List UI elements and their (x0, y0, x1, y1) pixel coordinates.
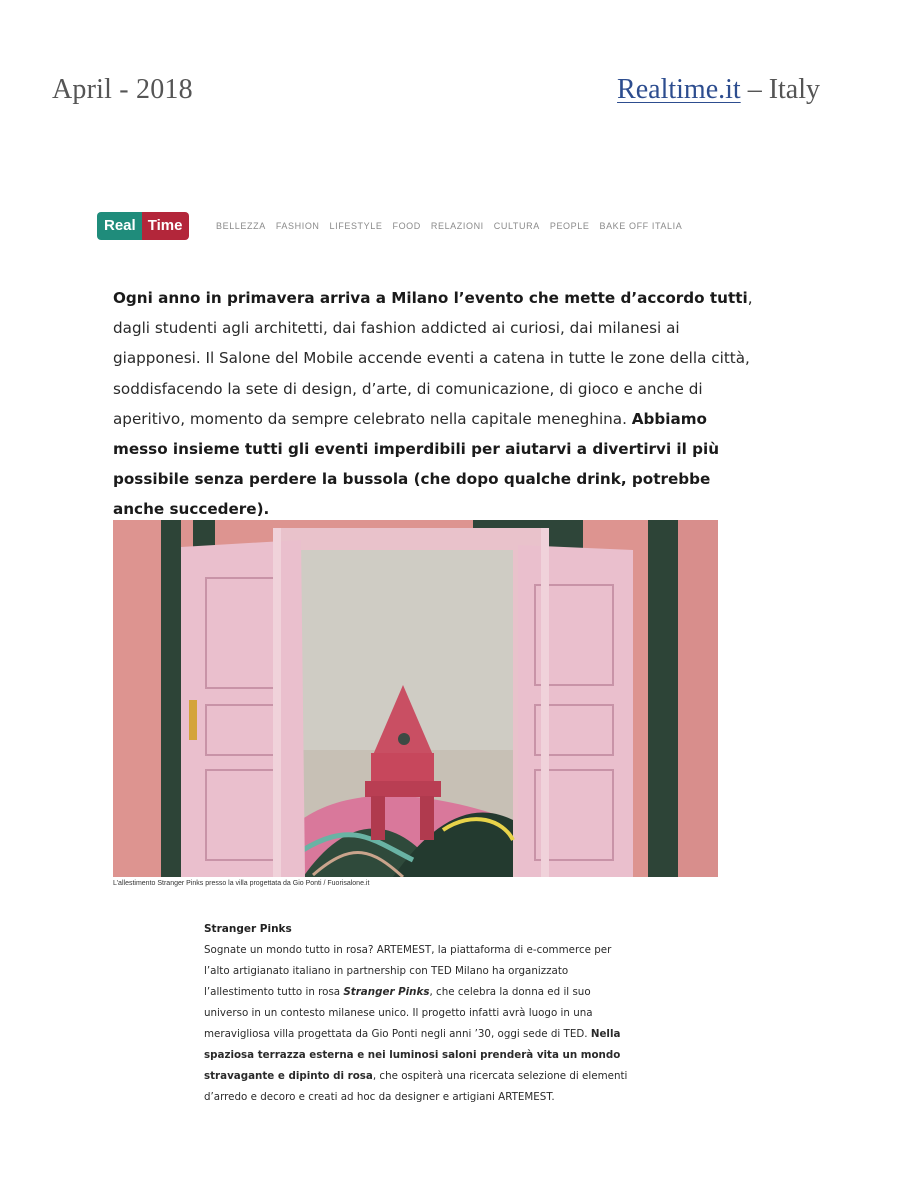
nav-item-fashion[interactable]: FASHION (275, 221, 320, 231)
section-title: Stranger Pinks (204, 923, 292, 935)
logo-real: Real (97, 212, 142, 240)
nav-item-lifestyle[interactable]: LIFESTYLE (329, 221, 383, 231)
publication-date: April - 2018 (52, 74, 193, 105)
intro-paragraph (113, 283, 753, 525)
nav-item-relazioni[interactable]: RELAZIONI (430, 221, 484, 231)
photo-caption: L’allestimento Stranger Pinks presso la villa progettata da Gio Ponti / Fuorisalone.it (113, 880, 370, 887)
nav-item-cultura[interactable]: CULTURA (493, 221, 540, 231)
article-photo (113, 520, 718, 877)
section-italic: Stranger Pinks (343, 986, 430, 998)
section-bold: Nella spaziosa terrazza esterna e nei luminosi saloni prenderà vita un mondo stravagante e dipinto di rosa (204, 1028, 621, 1082)
category-nav (216, 221, 692, 231)
nav-item-bake-off-italia[interactable]: BAKE OFF ITALIA (599, 221, 683, 231)
section-text-2: , che celebra la donna ed il suo universo in un contesto milanese unico. Il progetto infatti avrà luogo in una meravigliosa villa progettata da Gio Ponti negli anni ’30, oggi sede di TED. (204, 986, 593, 1040)
nav-item-people[interactable]: PEOPLE (549, 221, 590, 231)
nav-item-bellezza[interactable]: BELLEZZA (216, 221, 266, 231)
intro-bold-start: Ogni anno in primavera arriva a Milano l’evento che mette d’accordo tutti (113, 289, 748, 307)
intro-text: , dagli studenti agli architetti, dai fashion addicted ai curiosi, dai milanesi ai giapponesi. Il Salone del Mobile accende eventi a catena in tutte le zone della città, soddisfacendo la sete di design, d’arte, di comunicazione, di gioco e anche di aperitivo, momento da sempre celebrato nella capitale meneghina. (113, 289, 753, 428)
section-body (204, 940, 634, 1108)
section-text-3: , che ospiterà una ricercata selezione di elementi d’arredo e decoro e creati ad hoc da designer e artigiani ARTEMEST. (204, 1070, 628, 1103)
section-text-1: Sognate un mondo tutto in rosa? ARTEMEST, la piattaforma di e-commerce per l’alto artigianato italiano in partnership con TED Milano ha organizzato l’allestimento tutto in rosa (204, 944, 612, 998)
intro-bold-end: Abbiamo messo insieme tutti gli eventi imperdibili per aiutarvi a divertirvi il più possibile senza perdere la bussola (che dopo qualche drink, potrebbe anche succedere). (113, 409, 720, 519)
source-country: – Italy (740, 74, 820, 105)
source-link[interactable]: Realtime.it (617, 74, 741, 105)
nav-item-food[interactable]: FOOD (392, 221, 421, 231)
publication-source (617, 74, 820, 106)
realtime-logo[interactable] (97, 212, 189, 240)
logo-time: Time (142, 212, 190, 240)
